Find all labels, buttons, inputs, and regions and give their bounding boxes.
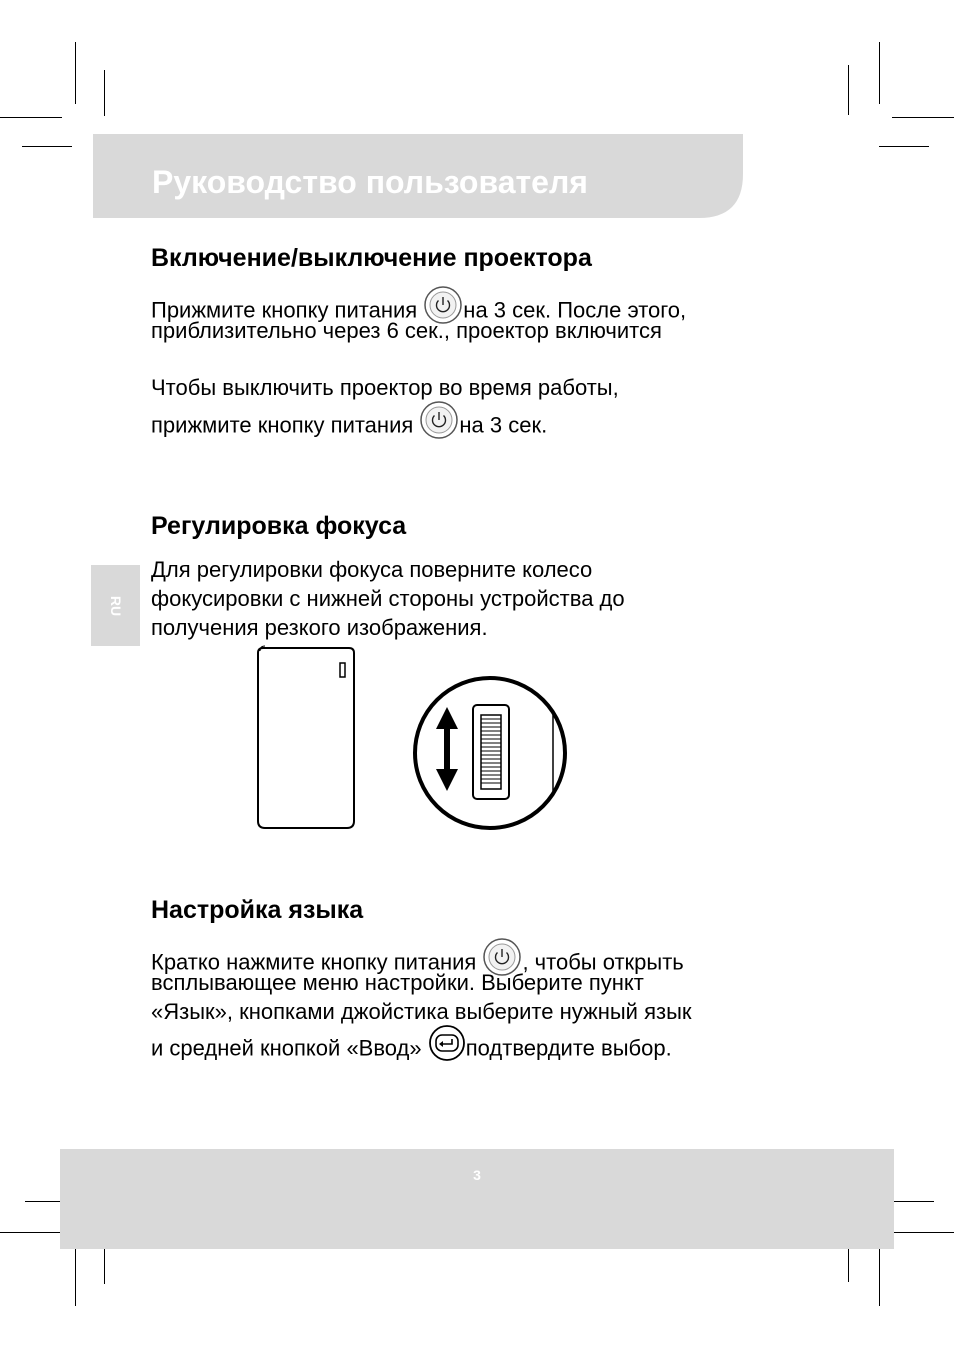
power-text-line-4 [151,403,547,450]
language-text-line-4 [151,1027,672,1072]
crop-mark [848,65,849,115]
language-text: Кратко нажмите кнопку питания [151,949,483,975]
crop-mark [892,117,954,118]
crop-mark [75,1248,76,1306]
power-text: на 3 сек. [459,412,548,438]
language-text: подтвердите выбор. [465,1035,672,1061]
power-button-icon [419,400,459,447]
crop-mark [104,70,105,116]
power-text: Прижмите кнопку питания [151,297,424,323]
crop-mark [879,146,929,147]
section-title-language: Настройка языка [151,896,364,924]
focus-wheel-illustration [255,643,575,838]
section-title-focus: Регулировка фокуса [151,512,407,540]
language-tab [91,565,140,646]
crop-mark [879,1248,880,1306]
crop-mark [22,146,72,147]
language-text-line-3: «Язык», кнопками джойстика выберите нужный язык [151,999,692,1024]
crop-mark [75,42,76,104]
language-text: , чтобы открыть [522,949,684,975]
language-text-line-2: всплывающее меню настройки. Выберите пункт [151,970,644,995]
power-text-line-3: Чтобы выключить проектор во время работы, [151,375,619,400]
crop-mark [879,42,880,104]
section-title-power: Включение/выключение проектора [151,244,592,272]
power-text-line-2: приблизительно через 6 сек., проектор включится [151,318,662,343]
document-title: Руководство пользователя [152,164,588,200]
header-band [93,134,743,218]
language-tab-label: RU [107,595,124,616]
power-text: на 3 сек. После этого, [463,297,687,323]
language-text: и средней кнопкой «Ввод» [151,1035,428,1061]
focus-text-line-1: Для регулировки фокуса поверните колесо [151,557,593,582]
crop-mark [894,1201,934,1202]
magnified-focus-wheel [415,678,565,828]
crop-mark [25,1201,61,1202]
crop-mark [0,1232,62,1233]
crop-mark [848,1248,849,1282]
crop-mark [894,1232,954,1233]
focus-text-line-3: получения резкого изображения. [151,615,488,640]
footer-band [60,1149,894,1249]
enter-button-icon [428,1024,466,1069]
device-outline [258,646,354,828]
page-number: 3 [473,1167,481,1183]
focus-text-line-2: фокусировки с нижней стороны устройства до [151,586,625,611]
power-text: прижмите кнопку питания [151,412,420,438]
crop-mark [104,1248,105,1284]
crop-mark [0,117,62,118]
